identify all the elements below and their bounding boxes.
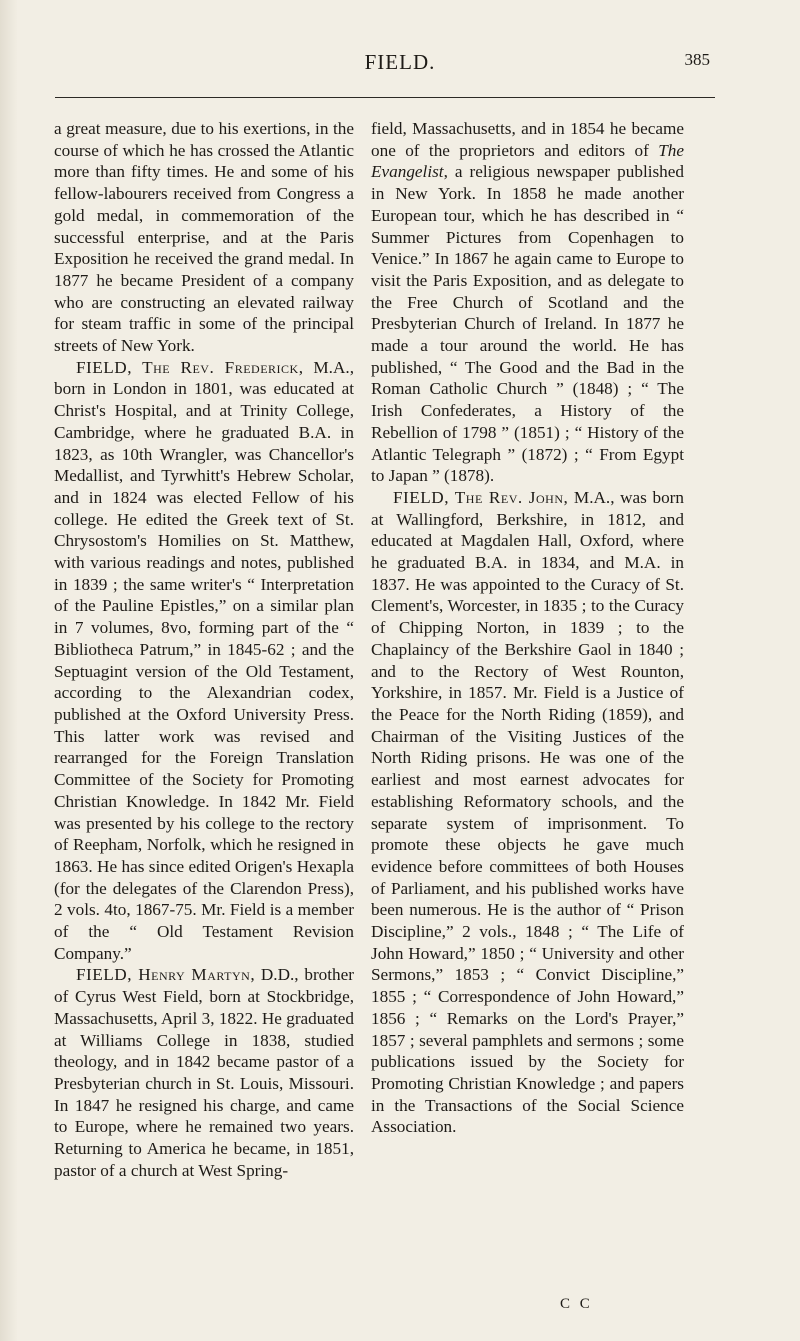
page-header (0, 50, 800, 90)
continued-paragraph: a great measure, due to his exertions, in the course of which he has crossed the Atlantic more than fifty times. He and some of his fellow-labourers received from Congress a gold medal, in commemoration of the successful enterprise, and at the Paris Exposition he received the grand medal. In 1877 he became President of a company who are constructing an elevated railway for steam traffic in some of the principal streets of New York. (54, 119, 354, 356)
text-run: field, Massachusetts, and in 1854 he became one of the proprietors and editors of (371, 119, 684, 160)
entry-henry-martyn-field (54, 964, 354, 1181)
entry-frederick-field (54, 357, 354, 965)
entry-heading: FIELD, The Rev. John, (393, 487, 569, 507)
running-head: FIELD. (364, 50, 436, 74)
entry-body: M.A., was born at Wallingford, Berkshire, in 1812, and educated at Magdalen Hall, Oxford, where he graduated B.A. in 1834, and M.A. in 1837. He was appointed to the Curacy of St. Clement's, Worcester, in 1835 ; to the Curacy of Chipping Norton, in 1839 ; to the Chaplaincy of the Berkshire Gaol in 1840 ; and to the Rectory of West Rounton, Yorkshire, in 1857. Mr. Field is a Justice of the Peace for the North Riding (1859), and Chairman of the Visiting Justices of the North Riding prisons. He was one of the earliest and most earnest advocates for establishing Reformatory schools, and the separate system of imprisonment. To promote these objects he gave much evidence before committees of both Houses of Parliament, and his published works have been numerous. He is the author of “ Prison Discipline,” 2 vols., 1848 ; “ The Life of John Howard,” 1850 ; “ University and other Sermons,” 1853 ; “ Convict Discipline,” 1855 ; “ Correspondence of John Howard,” 1856 ; “ Remarks on the Lord's Prayer,” 1857 ; several pamphlets and sermons ; some publications issued by the Society for Promoting Christian Knowledge ; and papers in the Transactions of the Social Science Association. (371, 487, 684, 1137)
entry-heading: FIELD, Henry Martyn, (76, 965, 256, 985)
signature-mark: C C (560, 1296, 593, 1312)
left-column (54, 118, 354, 1181)
continued-paragraph (371, 118, 684, 487)
entry-body: D.D., brother of Cyrus West Field, born at Stockbridge, Massachusetts, April 3, 1822. He graduated at Williams College in 1838, studied theology, and in 1842 became pastor of a Presbyterian church in St. Louis, Missouri. In 1847 he resigned his charge, and came to Europe, where he remained two years. Returning to America he became, in 1851, pastor of a church at West Spring- (54, 965, 354, 1180)
italic-title: The Evangelist (371, 140, 684, 182)
header-rule (55, 97, 715, 98)
entry-body: M.A., born in London in 1801, was educated at Christ's Hospital, and at Trinity College, Cambridge, where he graduated B.A. in 1823, as 10th Wrangler, was Chancellor's Medallist, and Tyrwhitt's Hebrew Scholar, and in 1824 was elected Fellow of his college. He edited the Greek text of St. Chrysostom's Homilies on St. Matthew, with various readings and notes, published in 1839 ; the same writer's “ Interpretation of the Pauline Epistles,” on a similar plan in 7 volumes, 8vo, forming part of the “ Bibliotheca Patrum,” in 1845-62 ; and the Septuagint version of the Old Testament, according to the Alexandrian codex, published at the Oxford University Press. This latter work was revised and rearranged for the Foreign Translation Committee of the Society for Promoting Christian Knowledge. In 1842 Mr. Field was presented by his college to the rectory of Reepham, Norfolk, which he resigned in 1863. He has since edited Origen's Hexapla (for the delegates of the Clarendon Press), 2 vols. 4to, 1867-75. Mr. Field is a member of the “ Old Testament Revision Company.” (54, 357, 354, 963)
page-binding-shadow (0, 0, 18, 1341)
entry-john-field (371, 487, 684, 1138)
entry-heading: FIELD, The Rev. Frederick, (76, 357, 304, 377)
right-column (371, 118, 684, 1138)
page-number: 385 (684, 50, 710, 69)
text-run: , a religious newspaper published in New York. In 1858 he made another European tour, which he has described in “ Summer Pictures from Copenhagen to Venice.” In 1867 he again came to Europe to visit the Paris Exposition, and as delegate to the Free Church of Scotland and the Presbyterian Church of Ireland. In 1877 he made a tour around the world. He has published, “ The Good and the Bad in the Roman Catholic Church ” (1848) ; “ The Irish Confederates, a History of the Rebellion of 1798 ” (1851) ; “ History of the Atlantic Telegraph ” (1872) ; “ From Egypt to Japan ” (1878). (371, 162, 684, 486)
